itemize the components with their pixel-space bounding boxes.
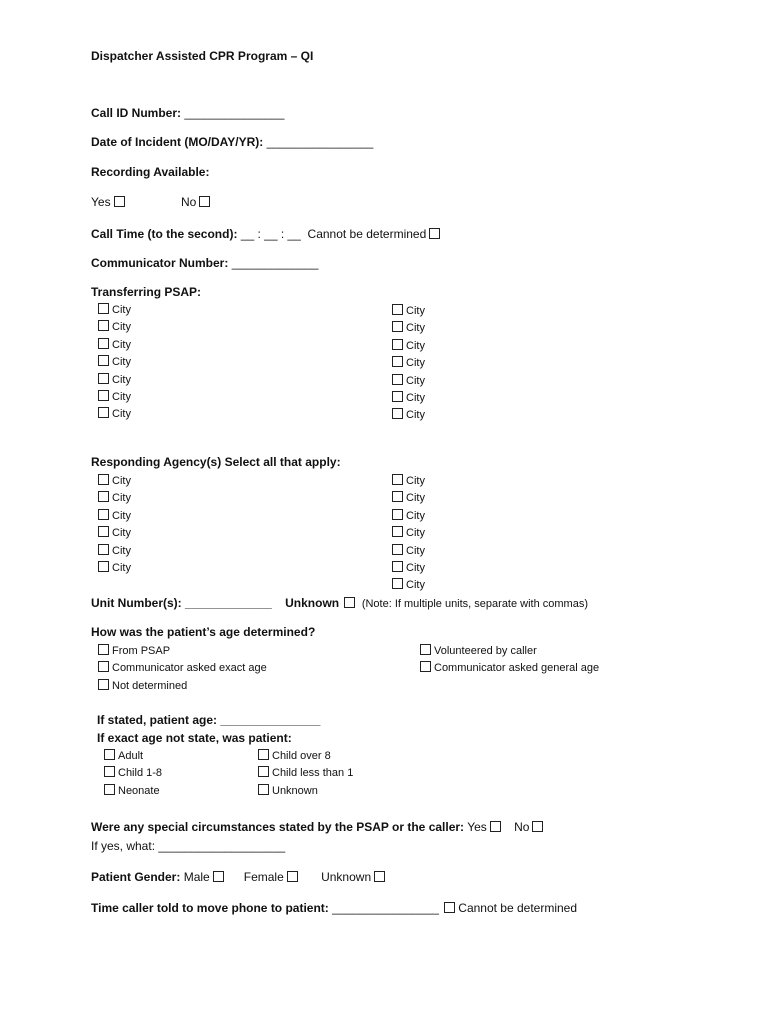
checkbox[interactable] xyxy=(392,544,403,555)
unit-unknown-checkbox[interactable] xyxy=(344,597,355,608)
checkbox[interactable] xyxy=(258,749,269,760)
list-item[interactable] xyxy=(96,390,131,407)
option-label: From PSAP xyxy=(112,645,171,657)
checkbox[interactable] xyxy=(98,407,109,418)
city-label: City xyxy=(112,356,131,369)
checkbox[interactable] xyxy=(98,526,109,537)
checkbox[interactable] xyxy=(98,644,109,655)
communicator-number-label: Communicator Number: xyxy=(91,256,229,270)
checkbox[interactable] xyxy=(258,784,269,795)
transferring-psap-right-list xyxy=(390,304,425,426)
city-label: City xyxy=(112,304,131,316)
call-time-value: __ : __ : __ xyxy=(240,227,301,241)
checkbox[interactable] xyxy=(392,321,403,332)
list-item[interactable] xyxy=(96,491,131,508)
call-id-label: Call ID Number: xyxy=(91,106,182,120)
checkbox[interactable] xyxy=(98,390,109,401)
list-item[interactable] xyxy=(256,766,353,783)
special-if-yes-field[interactable] xyxy=(91,839,285,853)
list-item[interactable] xyxy=(96,338,131,355)
responding-agency-right-list xyxy=(390,474,425,596)
recording-yes-label: Yes xyxy=(91,195,111,209)
responding-agency-label: Responding Agency(s) Select all that apply: xyxy=(91,455,341,469)
call-time-field[interactable] xyxy=(91,227,440,241)
recording-yes-checkbox[interactable] xyxy=(114,196,125,207)
city-label: City xyxy=(112,475,131,487)
gender-male-label: Male xyxy=(183,870,210,884)
gender-female-checkbox[interactable] xyxy=(287,871,298,882)
gender-female-label: Female xyxy=(243,870,284,884)
checkbox[interactable] xyxy=(104,766,115,777)
list-item[interactable] xyxy=(96,474,131,491)
checkbox[interactable] xyxy=(392,474,403,485)
move-phone-cannot-label: Cannot be determined xyxy=(458,901,578,915)
option-label: Adult xyxy=(118,750,144,762)
special-yes-label: Yes xyxy=(467,820,487,834)
checkbox[interactable] xyxy=(392,304,403,315)
checkbox[interactable] xyxy=(98,373,109,384)
city-label: City xyxy=(406,374,425,387)
checkbox[interactable] xyxy=(392,356,403,367)
option-label: Neonate xyxy=(118,784,160,797)
city-label: City xyxy=(406,357,425,370)
checkbox[interactable] xyxy=(420,661,431,672)
checkbox[interactable] xyxy=(392,526,403,537)
city-label: City xyxy=(112,338,131,351)
unit-unknown-label: Unknown xyxy=(285,596,340,610)
patient-gender-field xyxy=(91,870,385,884)
list-item[interactable] xyxy=(96,509,131,526)
checkbox[interactable] xyxy=(98,679,109,690)
checkbox[interactable] xyxy=(392,491,403,502)
checkbox[interactable] xyxy=(98,661,109,672)
city-label: City xyxy=(406,391,425,404)
age-determined-left-list xyxy=(96,644,267,696)
age-determined-right-list xyxy=(418,644,599,679)
city-label: City xyxy=(112,492,131,505)
city-label: City xyxy=(406,475,425,487)
list-item[interactable] xyxy=(96,303,131,320)
call-id-blank: _______________ xyxy=(184,106,285,120)
option-label: Child 1-8 xyxy=(118,767,163,780)
move-phone-cannot-checkbox[interactable] xyxy=(444,902,455,913)
checkbox[interactable] xyxy=(98,303,109,314)
age-group-label: If exact age not state, was patient: xyxy=(97,731,292,745)
page-title: Dispatcher Assisted CPR Program – QI xyxy=(91,49,314,63)
checkbox[interactable] xyxy=(104,784,115,795)
checkbox[interactable] xyxy=(98,355,109,366)
checkbox[interactable] xyxy=(392,391,403,402)
recording-yes-option[interactable] xyxy=(91,195,125,209)
checkbox[interactable] xyxy=(392,374,403,385)
checkbox[interactable] xyxy=(98,320,109,331)
checkbox[interactable] xyxy=(392,578,403,589)
move-phone-field[interactable] xyxy=(91,901,577,915)
option-label: Volunteered by caller xyxy=(434,645,537,657)
list-item[interactable] xyxy=(256,784,353,801)
special-circumstances-field xyxy=(91,820,543,834)
option-label: Communicator asked exact age xyxy=(112,662,267,675)
city-label: City xyxy=(406,509,425,522)
option-label: Communicator asked general age xyxy=(434,662,600,675)
city-label: City xyxy=(406,322,425,335)
call-id-field[interactable] xyxy=(91,106,284,120)
city-label: City xyxy=(112,321,131,334)
checkbox[interactable] xyxy=(420,644,431,655)
special-circumstances-label: Were any special circumstances stated by the PSAP or the caller: xyxy=(91,820,465,834)
recording-available-label: Recording Available: xyxy=(91,165,210,179)
recording-no-checkbox[interactable] xyxy=(199,196,210,207)
recording-no-label: No xyxy=(181,195,197,209)
option-label: Not determined xyxy=(112,679,188,692)
city-label: City xyxy=(406,339,425,352)
age-determined-label: How was the patient’s age determined? xyxy=(91,625,316,639)
stated-age-label: If stated, patient age: xyxy=(97,713,218,727)
move-phone-blank: ________________ xyxy=(332,901,439,915)
list-item[interactable] xyxy=(96,320,131,337)
age-group-right-list xyxy=(256,749,353,801)
date-of-incident-blank: ________________ xyxy=(266,135,374,149)
list-item[interactable] xyxy=(390,491,425,508)
list-item[interactable] xyxy=(96,544,131,561)
date-of-incident-label: Date of Incident (MO/DAY/YR): xyxy=(91,135,264,149)
list-item[interactable] xyxy=(390,304,425,321)
list-item[interactable] xyxy=(390,578,425,595)
list-item[interactable] xyxy=(96,373,131,390)
list-item[interactable] xyxy=(390,509,425,526)
checkbox[interactable] xyxy=(392,339,403,350)
list-item[interactable] xyxy=(418,644,599,661)
move-phone-label: Time caller told to move phone to patient: xyxy=(91,901,329,915)
list-item[interactable] xyxy=(390,526,425,543)
unit-numbers-blank: _____________ xyxy=(185,596,272,610)
city-label: City xyxy=(406,409,425,422)
list-item[interactable] xyxy=(390,408,425,425)
recording-no-option[interactable] xyxy=(181,195,210,209)
option-label: Unknown xyxy=(272,784,318,797)
special-no-checkbox[interactable] xyxy=(532,821,543,832)
list-item[interactable] xyxy=(390,544,425,561)
option-label: Child less than 1 xyxy=(272,767,354,780)
checkbox[interactable] xyxy=(258,766,269,777)
gender-unknown-checkbox[interactable] xyxy=(374,871,385,882)
city-label: City xyxy=(406,527,425,540)
list-item[interactable] xyxy=(256,749,353,766)
list-item[interactable] xyxy=(102,784,162,801)
unit-numbers-note: (Note: If multiple units, separate with commas) xyxy=(361,598,589,610)
special-no-label: No xyxy=(514,820,530,834)
list-item[interactable] xyxy=(96,661,267,678)
list-item[interactable] xyxy=(390,374,425,391)
communicator-number-blank: _____________ xyxy=(231,256,319,270)
date-of-incident-field[interactable] xyxy=(91,135,373,149)
gender-male-checkbox[interactable] xyxy=(213,871,224,882)
option-label: Child over 8 xyxy=(272,750,331,762)
communicator-number-field[interactable] xyxy=(91,256,318,270)
responding-agency-left-list xyxy=(96,474,131,578)
special-if-yes-blank: ___________________ xyxy=(158,839,286,853)
checkbox[interactable] xyxy=(392,509,403,520)
city-label: City xyxy=(112,390,131,403)
list-item[interactable] xyxy=(96,561,131,578)
city-label: City xyxy=(112,544,131,557)
checkbox[interactable] xyxy=(98,509,109,520)
checkbox[interactable] xyxy=(98,338,109,349)
city-label: City xyxy=(406,544,425,557)
checkbox[interactable] xyxy=(392,561,403,572)
list-item[interactable] xyxy=(418,661,599,678)
city-label: City xyxy=(406,492,425,505)
checkbox[interactable] xyxy=(104,749,115,760)
city-label: City xyxy=(406,561,425,574)
list-item[interactable] xyxy=(102,766,162,783)
list-item[interactable] xyxy=(96,526,131,543)
city-label: City xyxy=(406,579,425,592)
transferring-psap-label: Transferring PSAP: xyxy=(91,285,202,299)
list-item[interactable] xyxy=(390,561,425,578)
city-label: City xyxy=(112,509,131,522)
city-label: City xyxy=(406,305,425,317)
special-if-yes-label: If yes, what: xyxy=(91,839,156,853)
call-time-cannot-label: Cannot be determined xyxy=(307,227,427,241)
list-item[interactable] xyxy=(390,391,425,408)
list-item[interactable] xyxy=(390,474,425,491)
list-item[interactable] xyxy=(96,644,267,661)
unit-numbers-field[interactable] xyxy=(91,596,588,610)
stated-age-blank: _______________ xyxy=(220,713,321,727)
stated-age-field[interactable] xyxy=(97,713,320,727)
checkbox[interactable] xyxy=(392,408,403,419)
city-label: City xyxy=(112,408,131,421)
list-item[interactable] xyxy=(390,339,425,356)
list-item[interactable] xyxy=(102,749,162,766)
special-yes-checkbox[interactable] xyxy=(490,821,501,832)
list-item[interactable] xyxy=(390,356,425,373)
patient-gender-label: Patient Gender: xyxy=(91,870,181,884)
checkbox[interactable] xyxy=(98,474,109,485)
transferring-psap-left-list xyxy=(96,303,131,425)
city-label: City xyxy=(112,373,131,386)
list-item[interactable] xyxy=(96,679,267,696)
city-label: City xyxy=(112,527,131,540)
list-item[interactable] xyxy=(96,355,131,372)
call-time-cannot-checkbox[interactable] xyxy=(429,228,440,239)
gender-unknown-label: Unknown xyxy=(321,870,372,884)
city-label: City xyxy=(112,561,131,574)
list-item[interactable] xyxy=(390,321,425,338)
checkbox[interactable] xyxy=(98,544,109,555)
call-time-label: Call Time (to the second): xyxy=(91,227,238,241)
checkbox[interactable] xyxy=(98,561,109,572)
list-item[interactable] xyxy=(96,407,131,424)
age-group-left-list xyxy=(102,749,162,801)
checkbox[interactable] xyxy=(98,491,109,502)
unit-numbers-label: Unit Number(s): xyxy=(91,596,182,610)
